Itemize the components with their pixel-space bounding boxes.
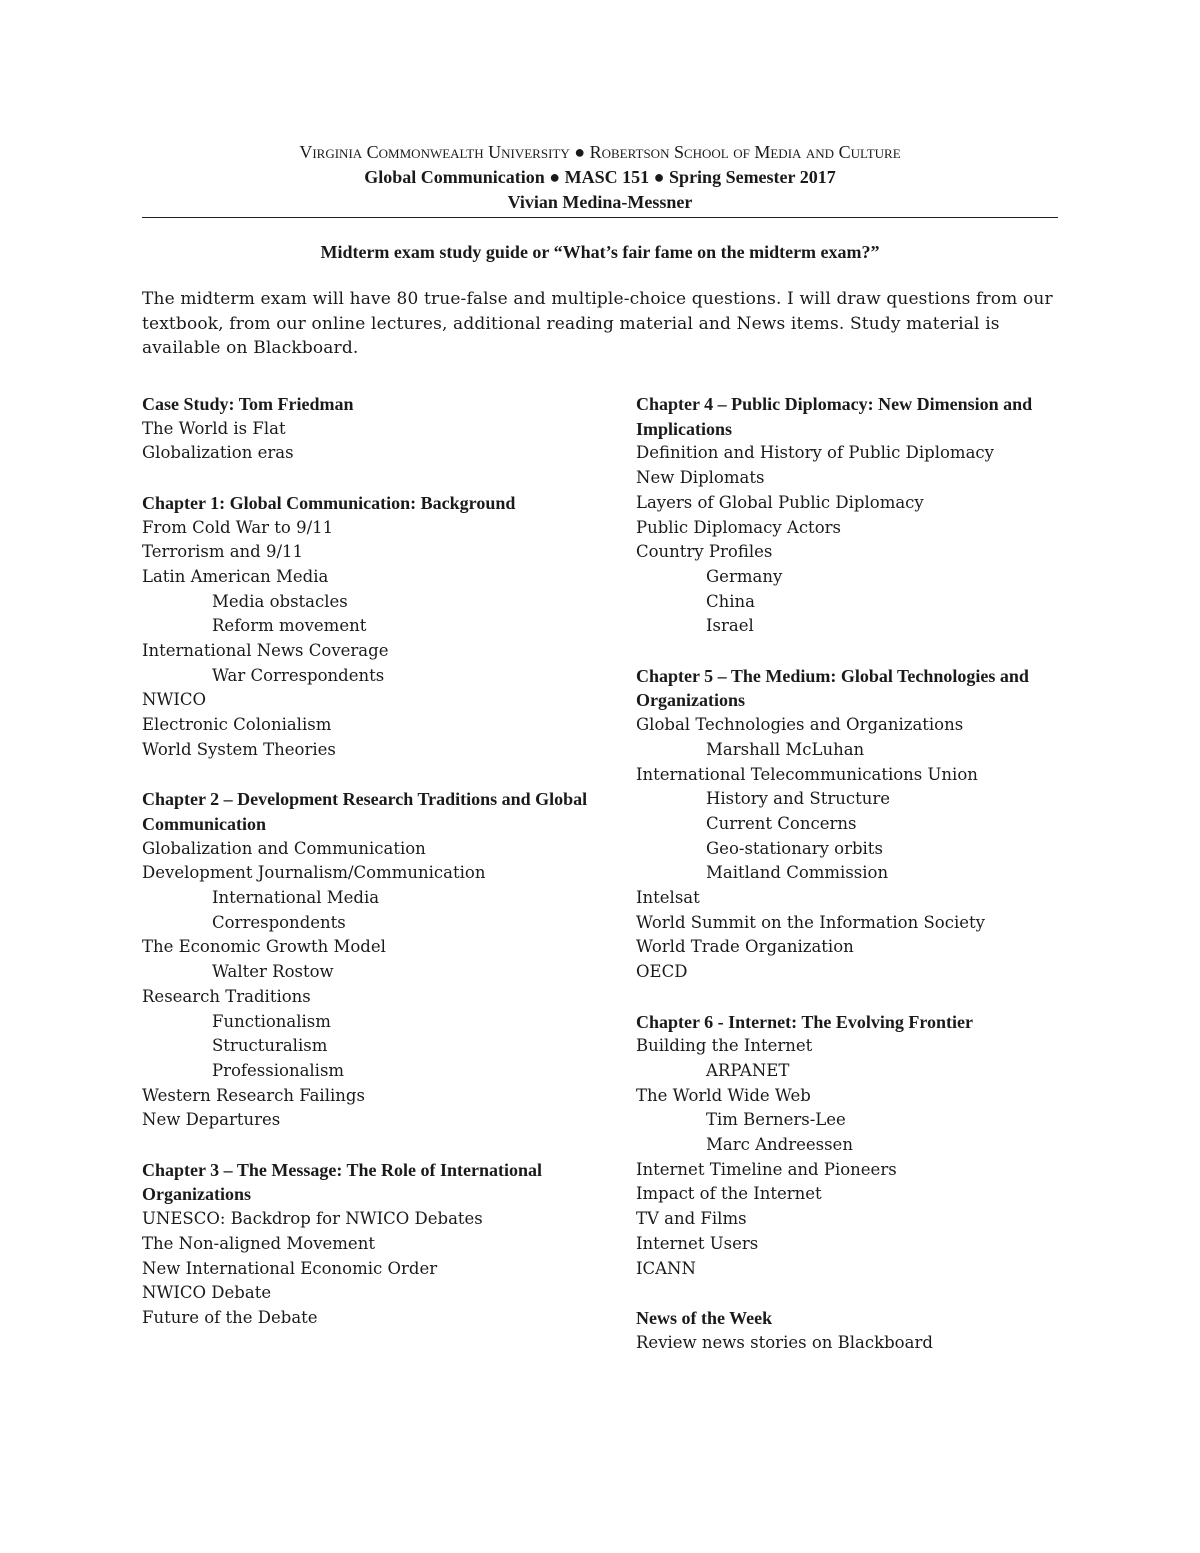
institution-name: Virginia Commonwealth University: [299, 142, 570, 162]
document-page: [142, 140, 1058, 1352]
sub-topic-item: Germany: [706, 566, 783, 586]
topic-item: Country Profiles: [636, 542, 773, 562]
topic-item: International Telecommunications Union: [636, 764, 978, 784]
topic-item: Intelsat: [636, 888, 700, 908]
course-line: Global Communication ● MASC 151 ● Spring Semester 2017: [364, 167, 836, 187]
topic-item: New Departures: [142, 1110, 281, 1130]
section-heading: Chapter 4 – Public Diplomacy: New Dimension and Implications: [636, 394, 1033, 439]
section-heading: Chapter 5 – The Medium: Global Technologies and Organizations: [636, 665, 1029, 711]
topic-item: World Trade Organization: [636, 937, 854, 957]
sub-topic-item: Professionalism: [212, 1060, 345, 1080]
topic-item: Latin American Media: [142, 566, 329, 586]
sub-topic-item: War Correspondents: [212, 665, 385, 685]
topic-item: NWICO Debate: [142, 1283, 272, 1303]
separator-bullet: ●: [569, 142, 590, 162]
sub-topic-item: Functionalism: [212, 1011, 331, 1031]
sub-topic-item: ARPANET: [706, 1060, 790, 1080]
section-heading: Chapter 6 - Internet: The Evolving Frontier: [636, 1011, 973, 1032]
topic-section: [142, 392, 622, 466]
instructor-line: Vivian Medina-Messner: [507, 192, 693, 212]
topic-item: World System Theories: [142, 739, 336, 759]
topic-item: Impact of the Internet: [636, 1184, 822, 1204]
topic-item: Research Traditions: [142, 986, 311, 1006]
topic-item: Definition and History of Public Diplomacy: [636, 443, 994, 463]
left-column: [142, 392, 622, 1355]
topic-section: [636, 392, 1066, 639]
topic-item: Building the Internet: [636, 1036, 813, 1056]
topic-item: OECD: [636, 962, 688, 982]
topic-item: Internet Timeline and Pioneers: [636, 1159, 897, 1179]
topic-item: Western Research Failings: [142, 1085, 365, 1105]
sub-topic-item: Reform movement: [212, 616, 367, 636]
sub-topic-item: Current Concerns: [706, 813, 857, 833]
topic-item: The Non-aligned Movement: [142, 1233, 375, 1253]
topic-item: Development Journalism/Communication: [142, 863, 486, 883]
sub-topic-item: History and Structure: [706, 789, 891, 809]
topic-item: The World is Flat: [142, 418, 286, 438]
topic-item: The Economic Growth Model: [142, 937, 386, 957]
topic-item: International News Coverage: [142, 641, 389, 661]
topic-item: The World Wide Web: [636, 1085, 811, 1105]
topic-item: Future of the Debate: [142, 1307, 318, 1327]
sub-topic-item: Geo-stationary orbits: [706, 838, 883, 858]
topic-section: [142, 787, 622, 1133]
right-column: [636, 392, 1066, 1380]
topic-item: Internet Users: [636, 1233, 759, 1253]
topic-section: [636, 1306, 1066, 1355]
section-heading: Chapter 1: Global Communication: Background: [142, 492, 516, 513]
section-heading: Chapter 3 – The Message: The Role of International Organizations: [142, 1159, 542, 1205]
topic-section: [636, 664, 1066, 985]
intro-paragraph: The midterm exam will have 80 true-false and multiple-choice questions. I will draw questions from our textbook, from our online lectures, additional reading material and News items. Study material is available on Blackboard.: [142, 289, 1053, 359]
topic-item: Layers of Global Public Diplomacy: [636, 492, 924, 512]
topic-item: From Cold War to 9/11: [142, 517, 334, 537]
sub-topic-item: Correspondents: [212, 912, 346, 932]
sub-topic-item: Media obstacles: [212, 591, 348, 611]
topic-section: [142, 1158, 622, 1331]
topic-item: Global Technologies and Organizations: [636, 715, 964, 735]
header-divider: [142, 217, 1058, 218]
topic-item: Globalization and Communication: [142, 838, 426, 858]
sub-topic-item: Marshall McLuhan: [706, 739, 865, 759]
topic-item: New International Economic Order: [142, 1258, 438, 1278]
topic-item: Review news stories on Blackboard: [636, 1332, 933, 1352]
section-heading: News of the Week: [636, 1307, 773, 1328]
topic-item: World Summit on the Information Society: [636, 912, 985, 932]
sub-topic-item: Maitland Commission: [706, 863, 889, 883]
section-heading: Chapter 2 – Development Research Traditions and Global Communication: [142, 789, 588, 834]
topic-section: [636, 1010, 1066, 1282]
sub-topic-item: Structuralism: [212, 1036, 328, 1056]
sub-topic-item: Israel: [706, 616, 754, 636]
topic-item: Terrorism and 9/11: [142, 542, 304, 562]
document-title: Midterm exam study guide or “What’s fair fame on the midterm exam?”: [320, 242, 880, 262]
topic-section: [142, 491, 622, 763]
sub-topic-item: Marc Andreessen: [706, 1135, 853, 1155]
document-header: [142, 140, 1058, 218]
topic-item: ICANN: [636, 1258, 696, 1278]
topic-item: NWICO: [142, 690, 207, 710]
topic-item: New Diplomats: [636, 468, 765, 488]
topic-item: UNESCO: Backdrop for NWICO Debates: [142, 1209, 483, 1229]
institution-name: Robertson School of Media and Culture: [589, 142, 901, 162]
topic-item: TV and Films: [636, 1209, 747, 1229]
topic-item: Electronic Colonialism: [142, 715, 332, 735]
sub-topic-item: Tim Berners-Lee: [706, 1110, 846, 1130]
sub-topic-item: International Media: [212, 888, 380, 908]
sub-topic-item: Walter Rostow: [212, 962, 334, 982]
sub-topic-item: China: [706, 591, 755, 611]
topic-item: Public Diplomacy Actors: [636, 517, 841, 537]
topic-item: Globalization eras: [142, 443, 294, 463]
institution-line: [142, 140, 1058, 165]
section-heading: Case Study: Tom Friedman: [142, 394, 354, 414]
